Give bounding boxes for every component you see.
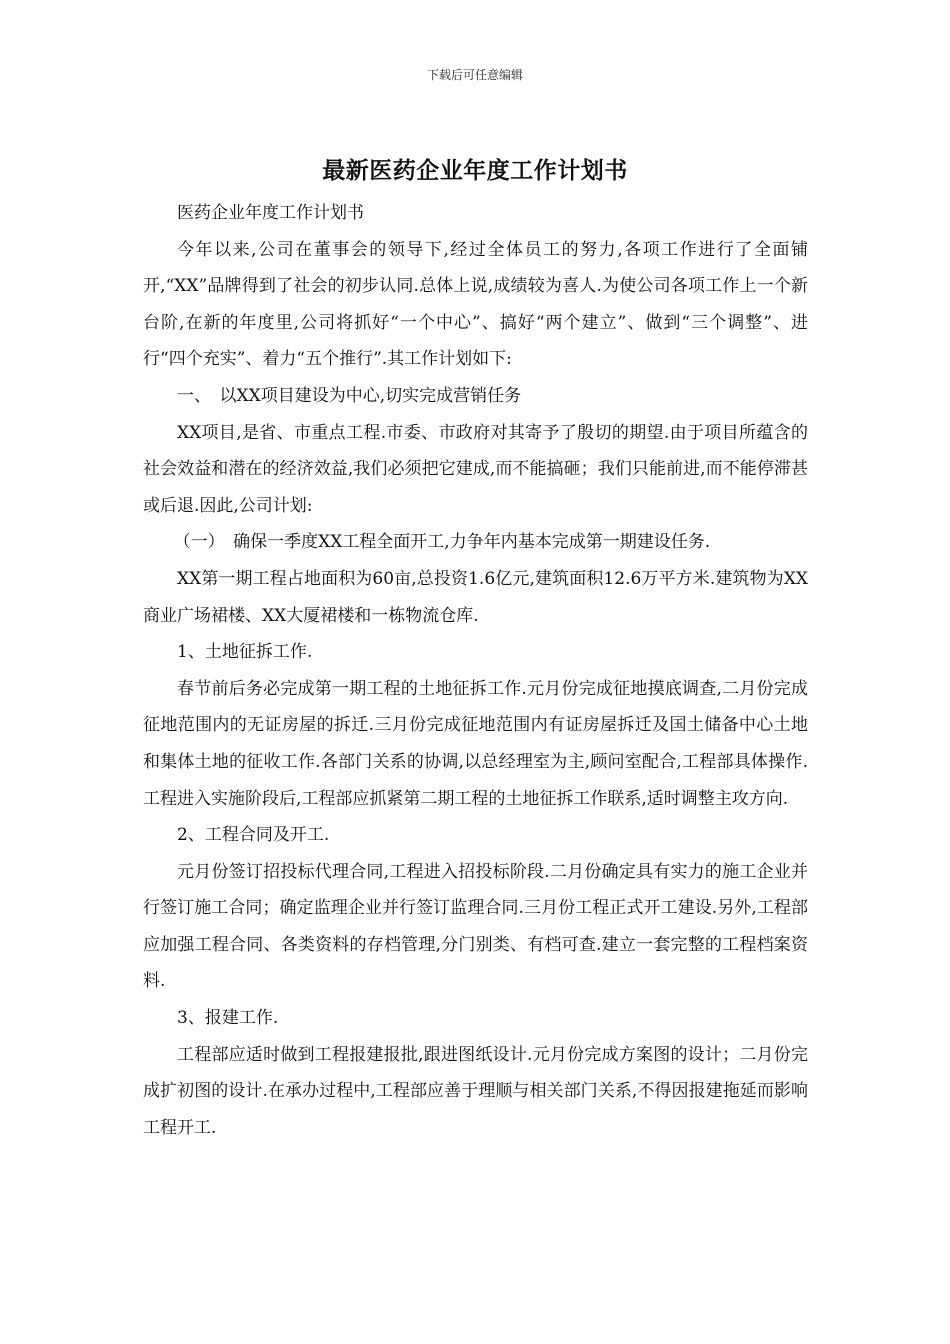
document-title: 最新医药企业年度工作计划书 [322,157,628,184]
item-heading: 3、报建工作. [177,1008,279,1029]
body-paragraph: XX项目,是省、市重点工程.市委、市政府对其寄予了殷切的期望.由于项目所蕴含的社会效益和潜在的经济效益,我们必须把它建成,而不能搞砸；我们只能前进,而不能停滞甚或后退.因此,公司计划: [143,422,808,516]
subtitle-paragraph: 医药企业年度工作计划书 [177,203,364,223]
body-paragraph: 工程部应适时做到工程报建报批,跟进图纸设计.元月份完成方案图的设计；二月份完成扩初图的设计.在承办过程中,工程部应善于理顺与相关部门关系,不得因报建拖延而影响工程开工. [143,1044,808,1138]
body-paragraph: 元月份签订招投标代理合同,工程进入招投标阶段.二月份确定具有实力的施工企业并行签订施工合同；确定监理企业并行签订监理合同.三月份工程正式开工建设.另外,工程部应加强工程合同、各类资料的存档管理,分门别类、有档可查.建立一套完整的工程档案资料. [143,861,808,992]
subsection-heading: （一） 确保一季度XX工程全面开工,力争年内基本完成第一期建设任务. [173,532,711,553]
item-heading: 1、土地征拆工作. [177,642,313,663]
body-paragraph: XX第一期工程占地面积为60亩,总投资1.6亿元,建筑面积12.6万平方米.建筑物为XX商业广场裙楼、XX大厦裙楼和一栋物流仓库. [143,568,808,626]
header-note: 下载后可任意编辑 [426,68,523,82]
body-paragraph: 今年以来,公司在董事会的领导下,经过全体员工的努力,各项工作进行了全面铺开,“XX”品牌得到了社会的初步认同.总体上说,成绩较为喜人.为使公司各项工作上一个新台阶,在新的年度里,公司将抓好“一个中心”、搞好“两个建立”、做到“三个调整”、进行“四个充实”、着力“五个推行”.其工作计划如下: [143,239,808,370]
document-body [143,195,808,1146]
section-heading: 一、 以XX项目建设为中心,切实完成营销任务 [177,385,522,406]
body-paragraph: 春节前后务必完成第一期工程的土地征拆工作.元月份完成征地摸底调查,二月份完成征地范围内的无证房屋的拆迁.三月份完成征地范围内有证房屋拆迁及国土储备中心土地和集体土地的征收工作.各部门关系的协调,以总经理室为主,顾问室配合,工程部具体操作.工程进入实施阶段后,工程部应抓紧第二期工程的土地征拆工作联系,适时调整主攻方向. [143,678,808,809]
item-heading: 2、工程合同及开工. [177,825,330,846]
